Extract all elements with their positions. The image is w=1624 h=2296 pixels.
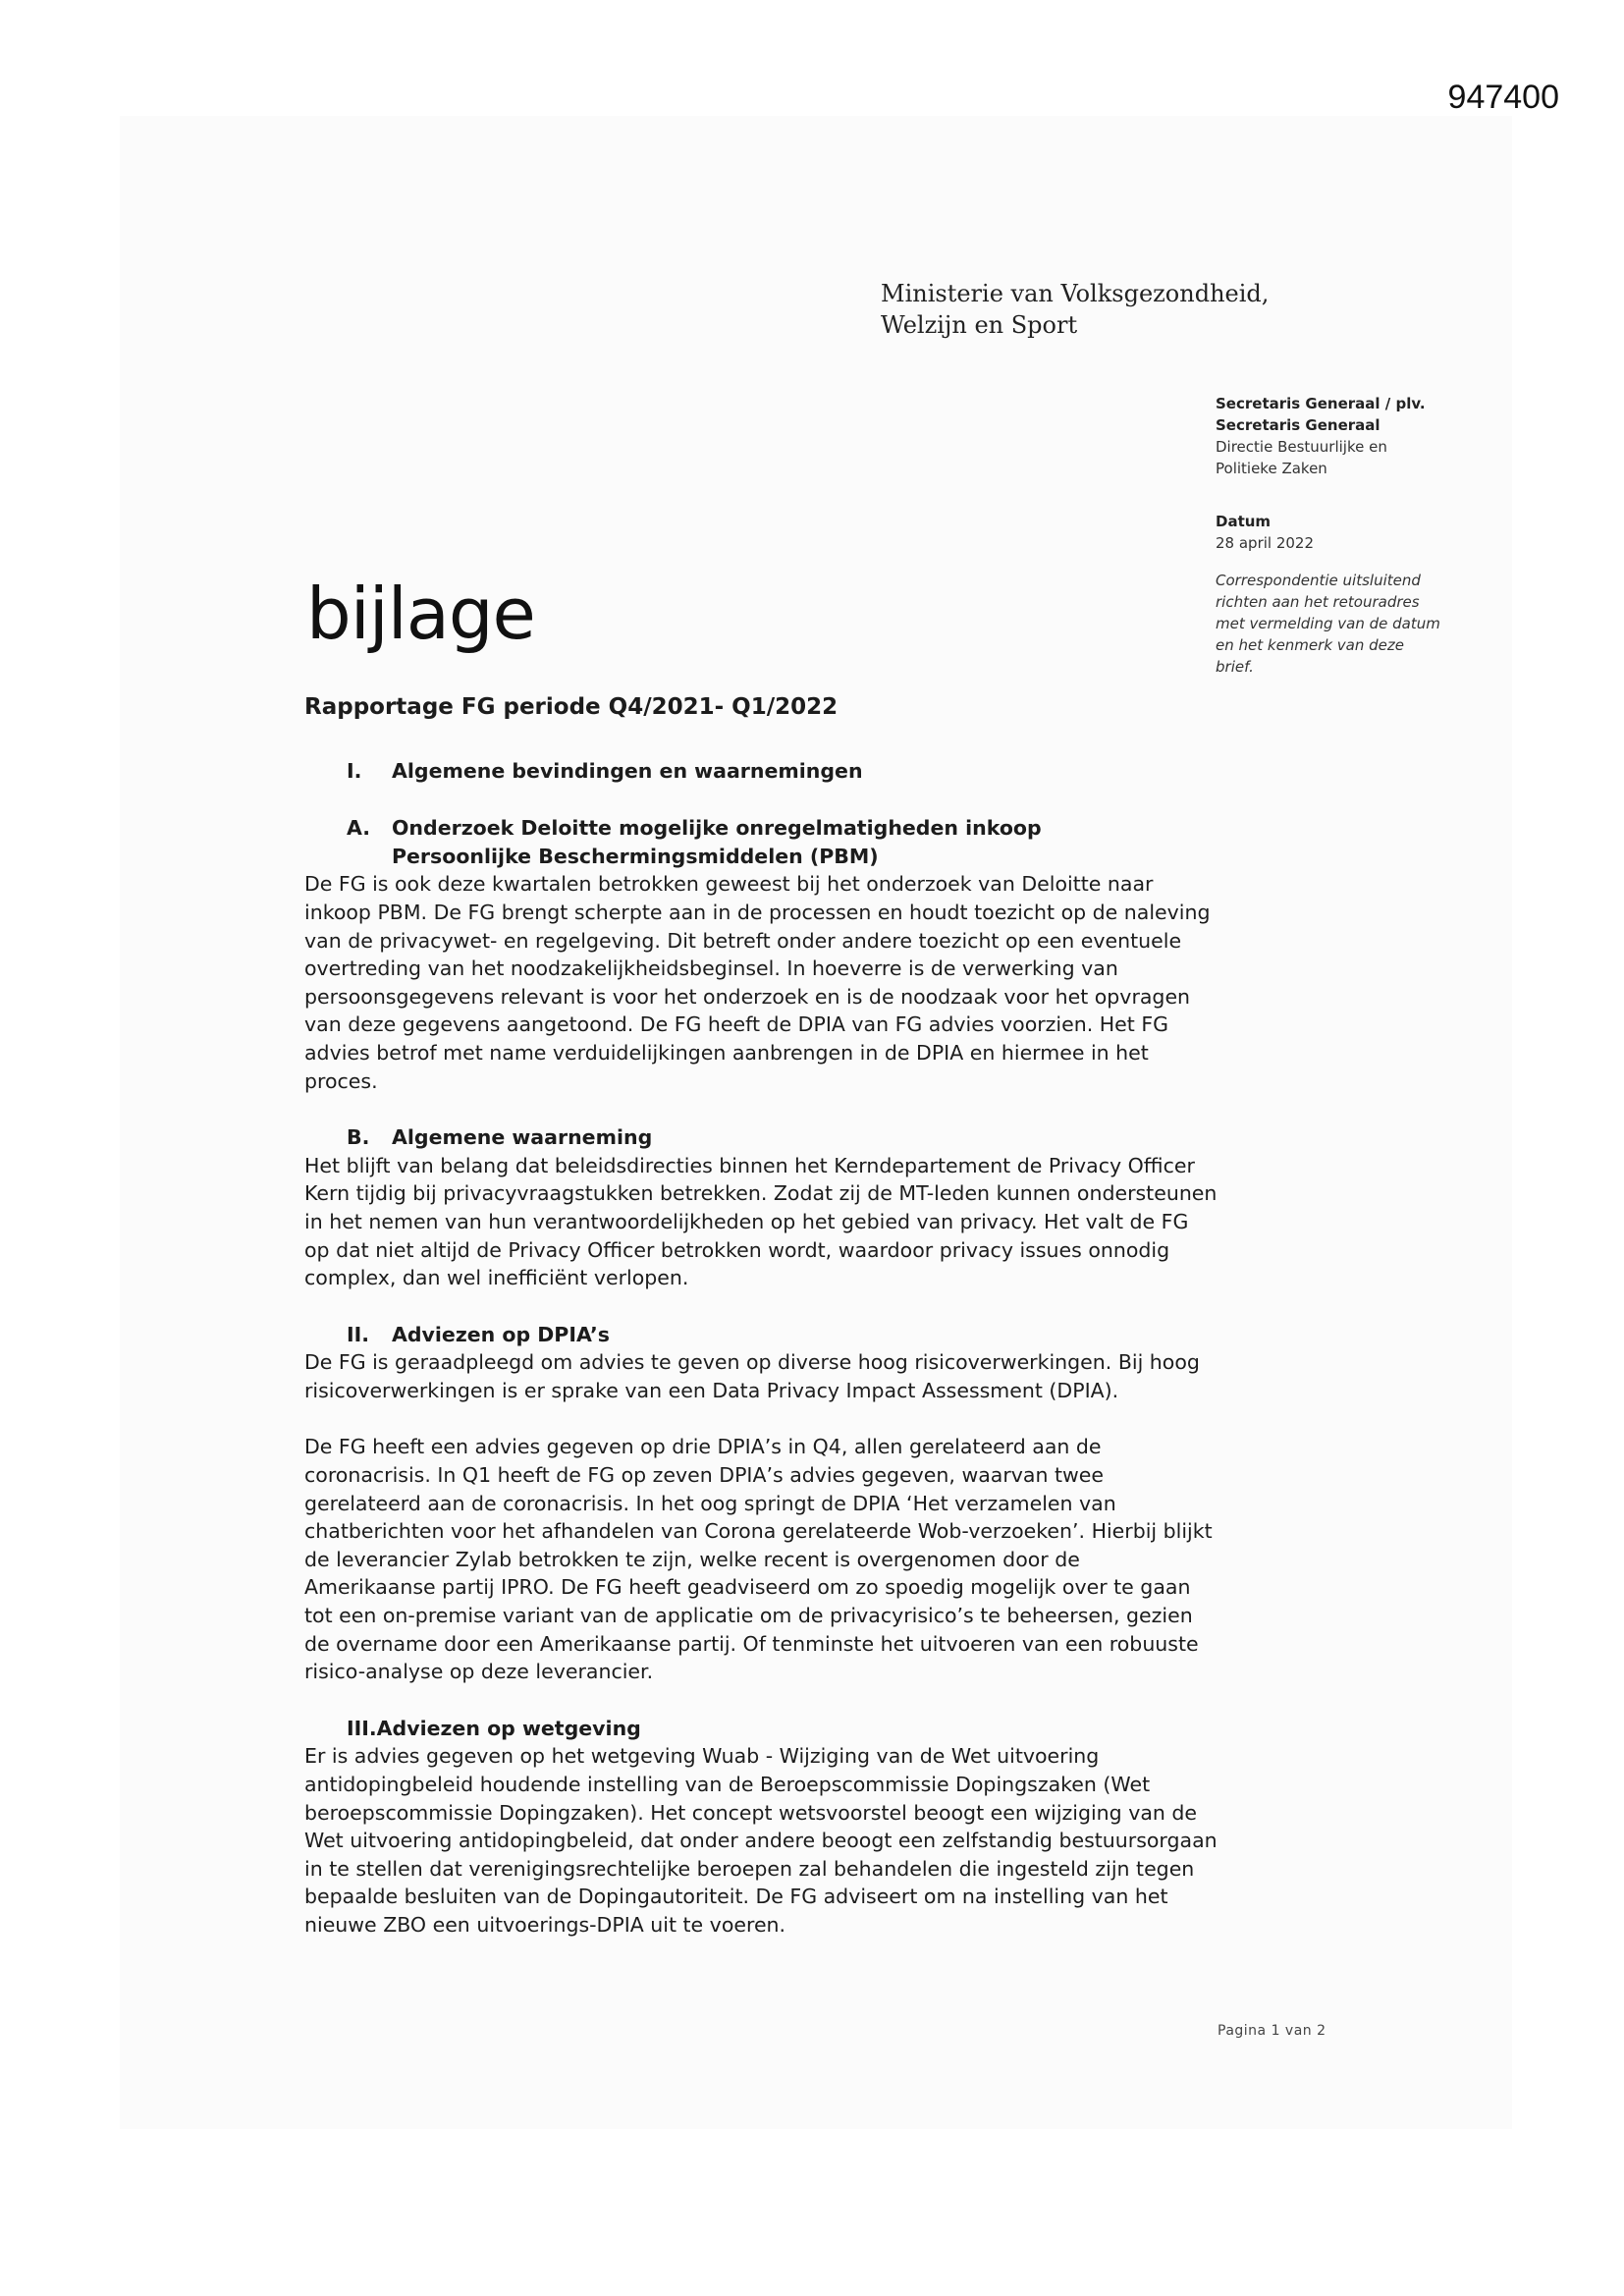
note-line-1: Correspondentie uitsluitend xyxy=(1216,572,1421,589)
section-2-text-1: De FG is geraadpleegd om advies te geven op diverse hoog risicoverwerkingen. Bij hoog risicoverwerkingen is er sprake van een Data Privacy Impact Assessment (DPIA). xyxy=(304,1350,1200,1402)
org-line-2: Secretaris Generaal xyxy=(1216,416,1380,434)
subsection-b-heading xyxy=(304,1123,1218,1152)
section-2-title: Adviezen op DPIA’s xyxy=(392,1322,610,1346)
note-line-2: richten aan het retouradres xyxy=(1216,593,1420,611)
section-1-number: I. xyxy=(347,758,362,783)
section-2-heading xyxy=(304,1321,1218,1349)
note-line-5: brief. xyxy=(1216,658,1254,676)
subsection-a-title-2: Persoonlijke Beschermingsmiddelen (PBM) xyxy=(392,844,879,868)
section-1-heading xyxy=(304,757,1218,786)
page-heading: bijlage xyxy=(306,573,535,655)
date-value: 28 april 2022 xyxy=(1216,534,1315,552)
section-3-text: Er is advies gegeven op het wetgeving Wuab - Wijziging van de Wet uitvoering antidopingbeleid houdende instelling van de Beroepscommissie Dopingszaken (Wet beroepscommissie Dopingzaken). Het concept wetsvoorstel beoogt een wijziging van de Wet uitvoering antidopingbeleid, dat onder andere beoogt een zelfstandig bestuursorgaan in te stellen dat verenigingsrechtelijke beroepen zal behandelen die ingesteld zijn tegen bepaalde besluiten van de Dopingautoriteit. De FG adviseert om na instelling van het nieuwe ZBO een uitvoerings-DPIA uit te voeren. xyxy=(304,1744,1218,1937)
note-line-3: met vermelding van de datum xyxy=(1216,615,1440,632)
letterhead-sidebar xyxy=(1216,393,1471,678)
section-1-title: Algemene bevindingen en waarnemingen xyxy=(392,758,863,783)
section-3-heading xyxy=(304,1715,1218,1743)
date-label: Datum xyxy=(1216,513,1272,530)
subsection-b-title: Algemene waarneming xyxy=(392,1125,653,1150)
subsection-a-heading xyxy=(304,814,1218,870)
document-body xyxy=(304,693,1218,1940)
org-line-1: Secretaris Generaal / plv. xyxy=(1216,395,1426,412)
subsection-a-number: A. xyxy=(347,816,371,841)
ministry-line-2: Welzijn en Sport xyxy=(881,311,1078,339)
section-3-title: III.Adviezen op wetgeving xyxy=(347,1716,641,1740)
subsection-a-title-1: Onderzoek Deloitte mogelijke onregelmatigheden inkoop xyxy=(392,816,1042,841)
dept-line-1: Directie Bestuurlijke en xyxy=(1216,438,1387,456)
section-2-number: II. xyxy=(347,1322,370,1346)
section-2-text-2: De FG heeft een advies gegeven op drie DPIA’s in Q4, allen gerelateerd aan de coronacrisis. In Q1 heeft de FG op zeven DPIA’s advies gegeven, waarvan twee gerelateerd aan de coronacrisis. In het oog springt de DPIA ‘Het verzamelen van chatberichten voor het afhandelen van Corona gerelateerde Wob-verzoeken’. Hierbij blijkt de leverancier Zylab betrokken te zijn, welke recent is overgenomen door de Amerikaanse partij IPRO. De FG heeft geadviseerd om zo spoedig mogelijk over te gaan tot een on-premise variant van de applicatie om de privacyrisico’s te beheersen, gezien de overname door een Amerikaanse partij. Of tenminste het uitvoeren van een robuuste risico-analyse op deze leverancier. xyxy=(304,1435,1213,1684)
note-line-4: en het kenmerk van deze xyxy=(1216,636,1404,654)
ministry-logo-text xyxy=(881,278,1269,341)
ministry-line-1: Ministerie van Volksgezondheid, xyxy=(881,280,1270,307)
dept-line-2: Politieke Zaken xyxy=(1216,460,1327,477)
subsection-a-text: De FG is ook deze kwartalen betrokken geweest bij het onderzoek van Deloitte naar inkoop PBM. De FG brengt scherpte aan in de processen en houdt toezicht op de naleving van de privacywet- en regelgeving. Dit betreft onder andere toezicht op een eventuele overtreding van het noodzakelijkheidsbeginsel. In hoeverre is de verwerking van persoonsgegevens relevant is voor het onderzoek en is de noodzaak voor het opvragen van deze gegevens aangetoond. De FG heeft de DPIA van FG advies voorzien. Het FG advies betrof met name verduidelijkingen aanbrengen in de DPIA en hiermee in het proces. xyxy=(304,872,1211,1093)
subsection-b-text: Het blijft van belang dat beleidsdirecties binnen het Kerndepartement de Privacy Officer Kern tijdig bij privacyvraagstukken betrekken. Zodat zij de MT-leden kunnen ondersteunen in het nemen van hun verantwoordelijkheden op het gebied van privacy. Het valt de FG op dat niet altijd de Privacy Officer betrokken wordt, waardoor privacy issues onnodig complex, dan wel inefficiënt verlopen. xyxy=(304,1153,1218,1290)
report-title: Rapportage FG periode Q4/2021- Q1/2022 xyxy=(304,694,839,720)
document-number: 947400 xyxy=(1447,79,1559,116)
subsection-b-number: B. xyxy=(347,1125,370,1150)
page-footer: Pagina 1 van 2 xyxy=(1218,2023,1326,2039)
